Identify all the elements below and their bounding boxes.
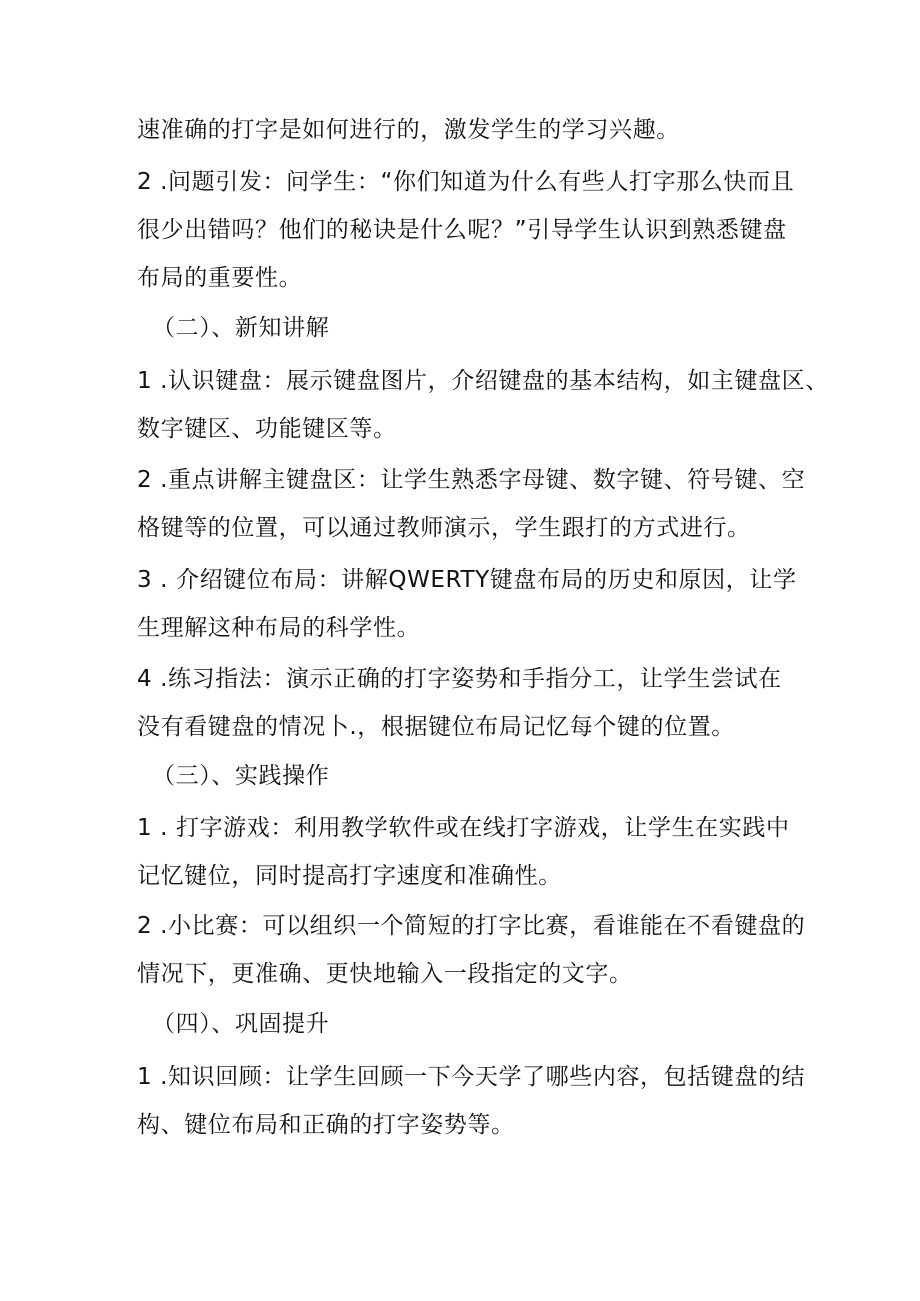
text-line: 1 . 打字游戏：利用教学软件或在线打字游戏，让学生在实践中: [137, 815, 790, 841]
text-line: 2 .重点讲解主键盘区：让学生熟悉字母键、数字键、符号键、空: [137, 467, 806, 493]
text-line: 很少出错吗？他们的秘诀是什么呢？”引导学生认识到熟悉键盘: [137, 217, 787, 243]
section2-item-1: [137, 357, 829, 453]
intro-item-2: [137, 158, 797, 302]
text-line: 布局的重要性。: [137, 265, 303, 291]
text-line: 记忆键位，同时提高打字速度和准确性。: [137, 863, 562, 889]
text-line: 情况下，更准确、更快地输入一段指定的文字。: [137, 961, 633, 987]
section2-item-2: [137, 456, 806, 552]
text-line: 没有看键盘的情况卜.，根据键位布局记忆每个键的位置。: [137, 714, 735, 740]
text-line: 3 . 介绍键位布局：讲解QWERTY键盘布局的历史和原因，让学: [137, 567, 797, 593]
section2-item-3: [137, 556, 797, 652]
text-line: 构、键位布局和正确的打字姿势等。: [137, 1112, 515, 1138]
section4-item-1: [137, 1053, 806, 1149]
text-line: 4 .练习指法：演示正确的打字姿势和手指分工，让学生尝试在: [137, 666, 782, 692]
section3-item-2: [137, 902, 806, 998]
text-line: 2 .小比赛：可以组织一个简短的打字比赛，看谁能在不看键盘的: [137, 913, 806, 939]
text-line: 1 .知识回顾：让学生回顾一下今天学了哪些内容，包括键盘的结: [137, 1064, 806, 1090]
section-heading-consolidate: （四）、巩固提升: [152, 1011, 330, 1037]
text-line: 数字键区、功能键区等。: [137, 416, 397, 442]
section-heading-practice: （三）、实践操作: [152, 763, 330, 789]
section3-item-1: [137, 804, 797, 900]
text-line: 格键等的位置，可以通过教师演示，学生跟打的方式进行。: [137, 515, 751, 541]
text-line: 速准确的打字是如何进行的，激发学生的学习兴趣。: [137, 117, 680, 143]
section-heading-new-knowledge: （二）、新知讲解: [152, 315, 330, 341]
intro-paragraph-tail: [137, 106, 797, 154]
section2-item-4: [137, 655, 797, 751]
text-line: 1 .认识键盘：展示键盘图片，介绍键盘的基本结构，如主键盘区、: [137, 368, 829, 394]
text-line: 生理解这种布局的科学性。: [137, 615, 421, 641]
text-line: 2 .问题引发：问学生：“你们知道为什么有些人打字那么快而且: [137, 169, 795, 195]
